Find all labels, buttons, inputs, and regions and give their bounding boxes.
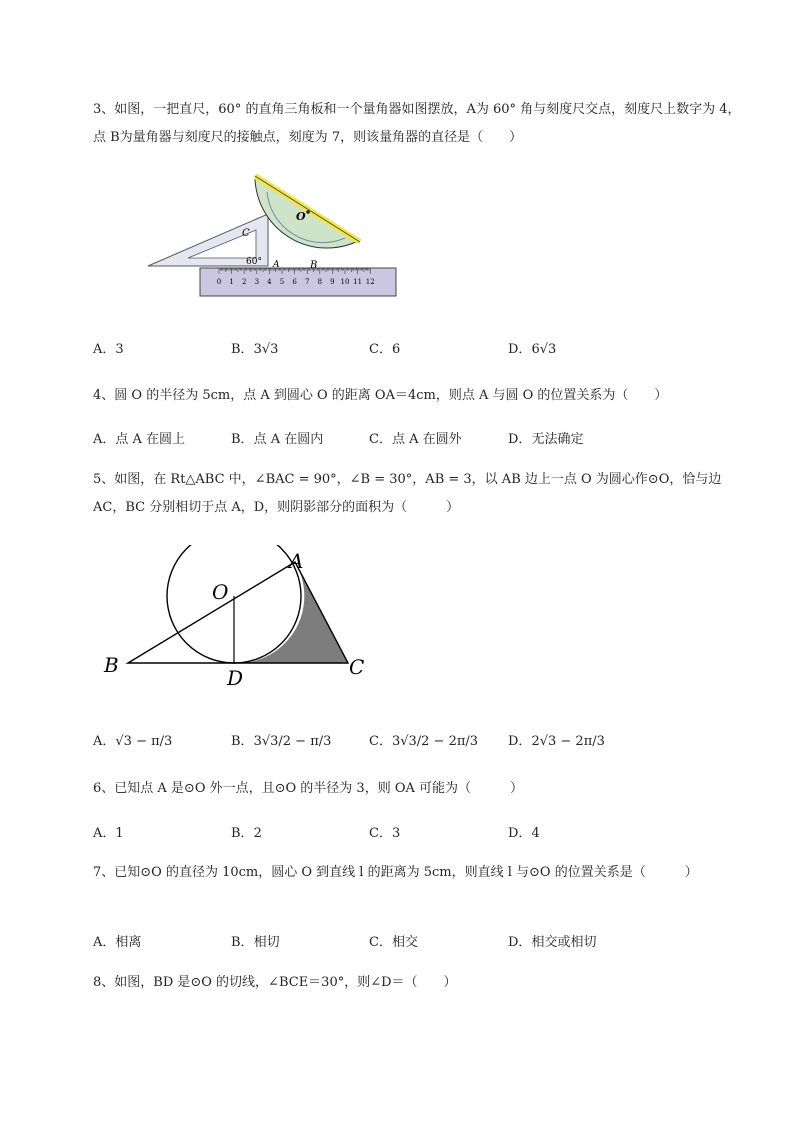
option-d[interactable]: D．4 (508, 826, 540, 841)
question-5-options (93, 730, 693, 752)
option-c[interactable]: C．相交 (369, 935, 418, 950)
option-b[interactable]: B．3√3 (231, 342, 279, 357)
ruler-tick-label: 12 (365, 278, 375, 286)
question-6-options (93, 822, 693, 844)
option-c[interactable]: C．3√3/2 − 2π/3 (369, 734, 479, 749)
ruler-tick-label: 5 (279, 278, 285, 286)
q3-figure (140, 168, 410, 307)
label-O: O (296, 210, 306, 223)
option-a[interactable]: A．相离 (93, 935, 142, 950)
label-C: C (349, 655, 365, 679)
option-b[interactable]: B．2 (231, 826, 262, 841)
question-5-text: 5、如图，在 Rt△ABC 中，∠BAC = 90°，∠B = 30°，AB = 3，以 AB 边上一点 O 为圆心作⊙O，恰与边 AC，BC 分别相切于点 A，D，则阴影部分的面积为（ ） (93, 472, 722, 515)
option-d[interactable]: D．6√3 (508, 342, 557, 357)
ruler-tick-label: 1 (229, 278, 234, 286)
option-b[interactable]: B．点 A 在圆内 (231, 432, 324, 447)
ruler-tick-label: 2 (241, 278, 247, 286)
ruler-tick-label: 3 (254, 278, 260, 286)
ruler-tick-label: 0 (216, 278, 222, 286)
label-A: A (273, 260, 280, 270)
option-b[interactable]: B．相切 (231, 935, 280, 950)
ruler-tick-label: 9 (330, 278, 335, 286)
question-7-options (93, 931, 693, 953)
shaded-region (234, 562, 348, 663)
option-d[interactable]: D．2√3 − 2π/3 (508, 734, 605, 749)
option-c[interactable]: C．6 (369, 342, 401, 357)
ruler-tick-label: 4 (267, 278, 272, 286)
option-a[interactable]: A．点 A 在圆上 (93, 432, 186, 447)
question-8-text: 8、如图，BD 是⊙O 的切线，∠BCE＝30°，则∠D＝（ ） (93, 975, 457, 990)
option-a[interactable]: A．1 (93, 826, 124, 841)
label-B: B (310, 260, 318, 271)
ruler-tick-label: 6 (292, 278, 297, 286)
option-c[interactable]: C．3 (369, 826, 401, 841)
label-C: C (242, 228, 250, 239)
question-7-text: 7、已知⊙O 的直径为 10cm，圆心 O 到直线 l 的距离为 5cm，则直线 l 与⊙O 的位置关系是（ ） (93, 865, 698, 880)
option-d[interactable]: D．相交或相切 (508, 935, 597, 950)
question-6-text: 6、已知点 A 是⊙O 外一点，且⊙O 的半径为 3，则 OA 可能为（ ） (93, 781, 524, 796)
option-a[interactable]: A．√3 − π/3 (93, 734, 173, 749)
option-b[interactable]: B．3√3/2 − π/3 (231, 734, 332, 749)
ruler-tick-label: 8 (317, 278, 323, 286)
option-d[interactable]: D．无法确定 (508, 432, 584, 447)
option-a[interactable]: A．3 (93, 342, 124, 357)
ruler-tick-label: 11 (353, 278, 363, 286)
point-O (306, 210, 310, 214)
question-3-text: 3、如图，一把直尺，60° 的直角三角板和一个量角器如图摆放，A为 60° 角与刻度尺交点，刻度尺上数字为 4，点 B为量角器与刻度尺的接触点，刻度为 7，则该量角器的直径是（ ） (93, 102, 741, 145)
q5-figure (100, 545, 380, 694)
label-D: D (227, 666, 244, 690)
question-3-options (93, 338, 693, 360)
question-4-text: 4、圆 O 的半径为 5cm，点 A 到圆心 O 的距离 OA＝4cm，则点 A 与圆 O 的位置关系为（ ） (93, 388, 668, 403)
label-A: A (289, 549, 304, 573)
label-O: O (212, 580, 229, 604)
label-B: B (104, 653, 119, 677)
ruler-tick-label: 7 (304, 278, 310, 286)
option-c[interactable]: C．点 A 在圆外 (369, 432, 462, 447)
question-4-options (93, 428, 693, 450)
ruler-tick-label: 10 (340, 278, 350, 286)
label-angle: 60° (246, 257, 262, 267)
